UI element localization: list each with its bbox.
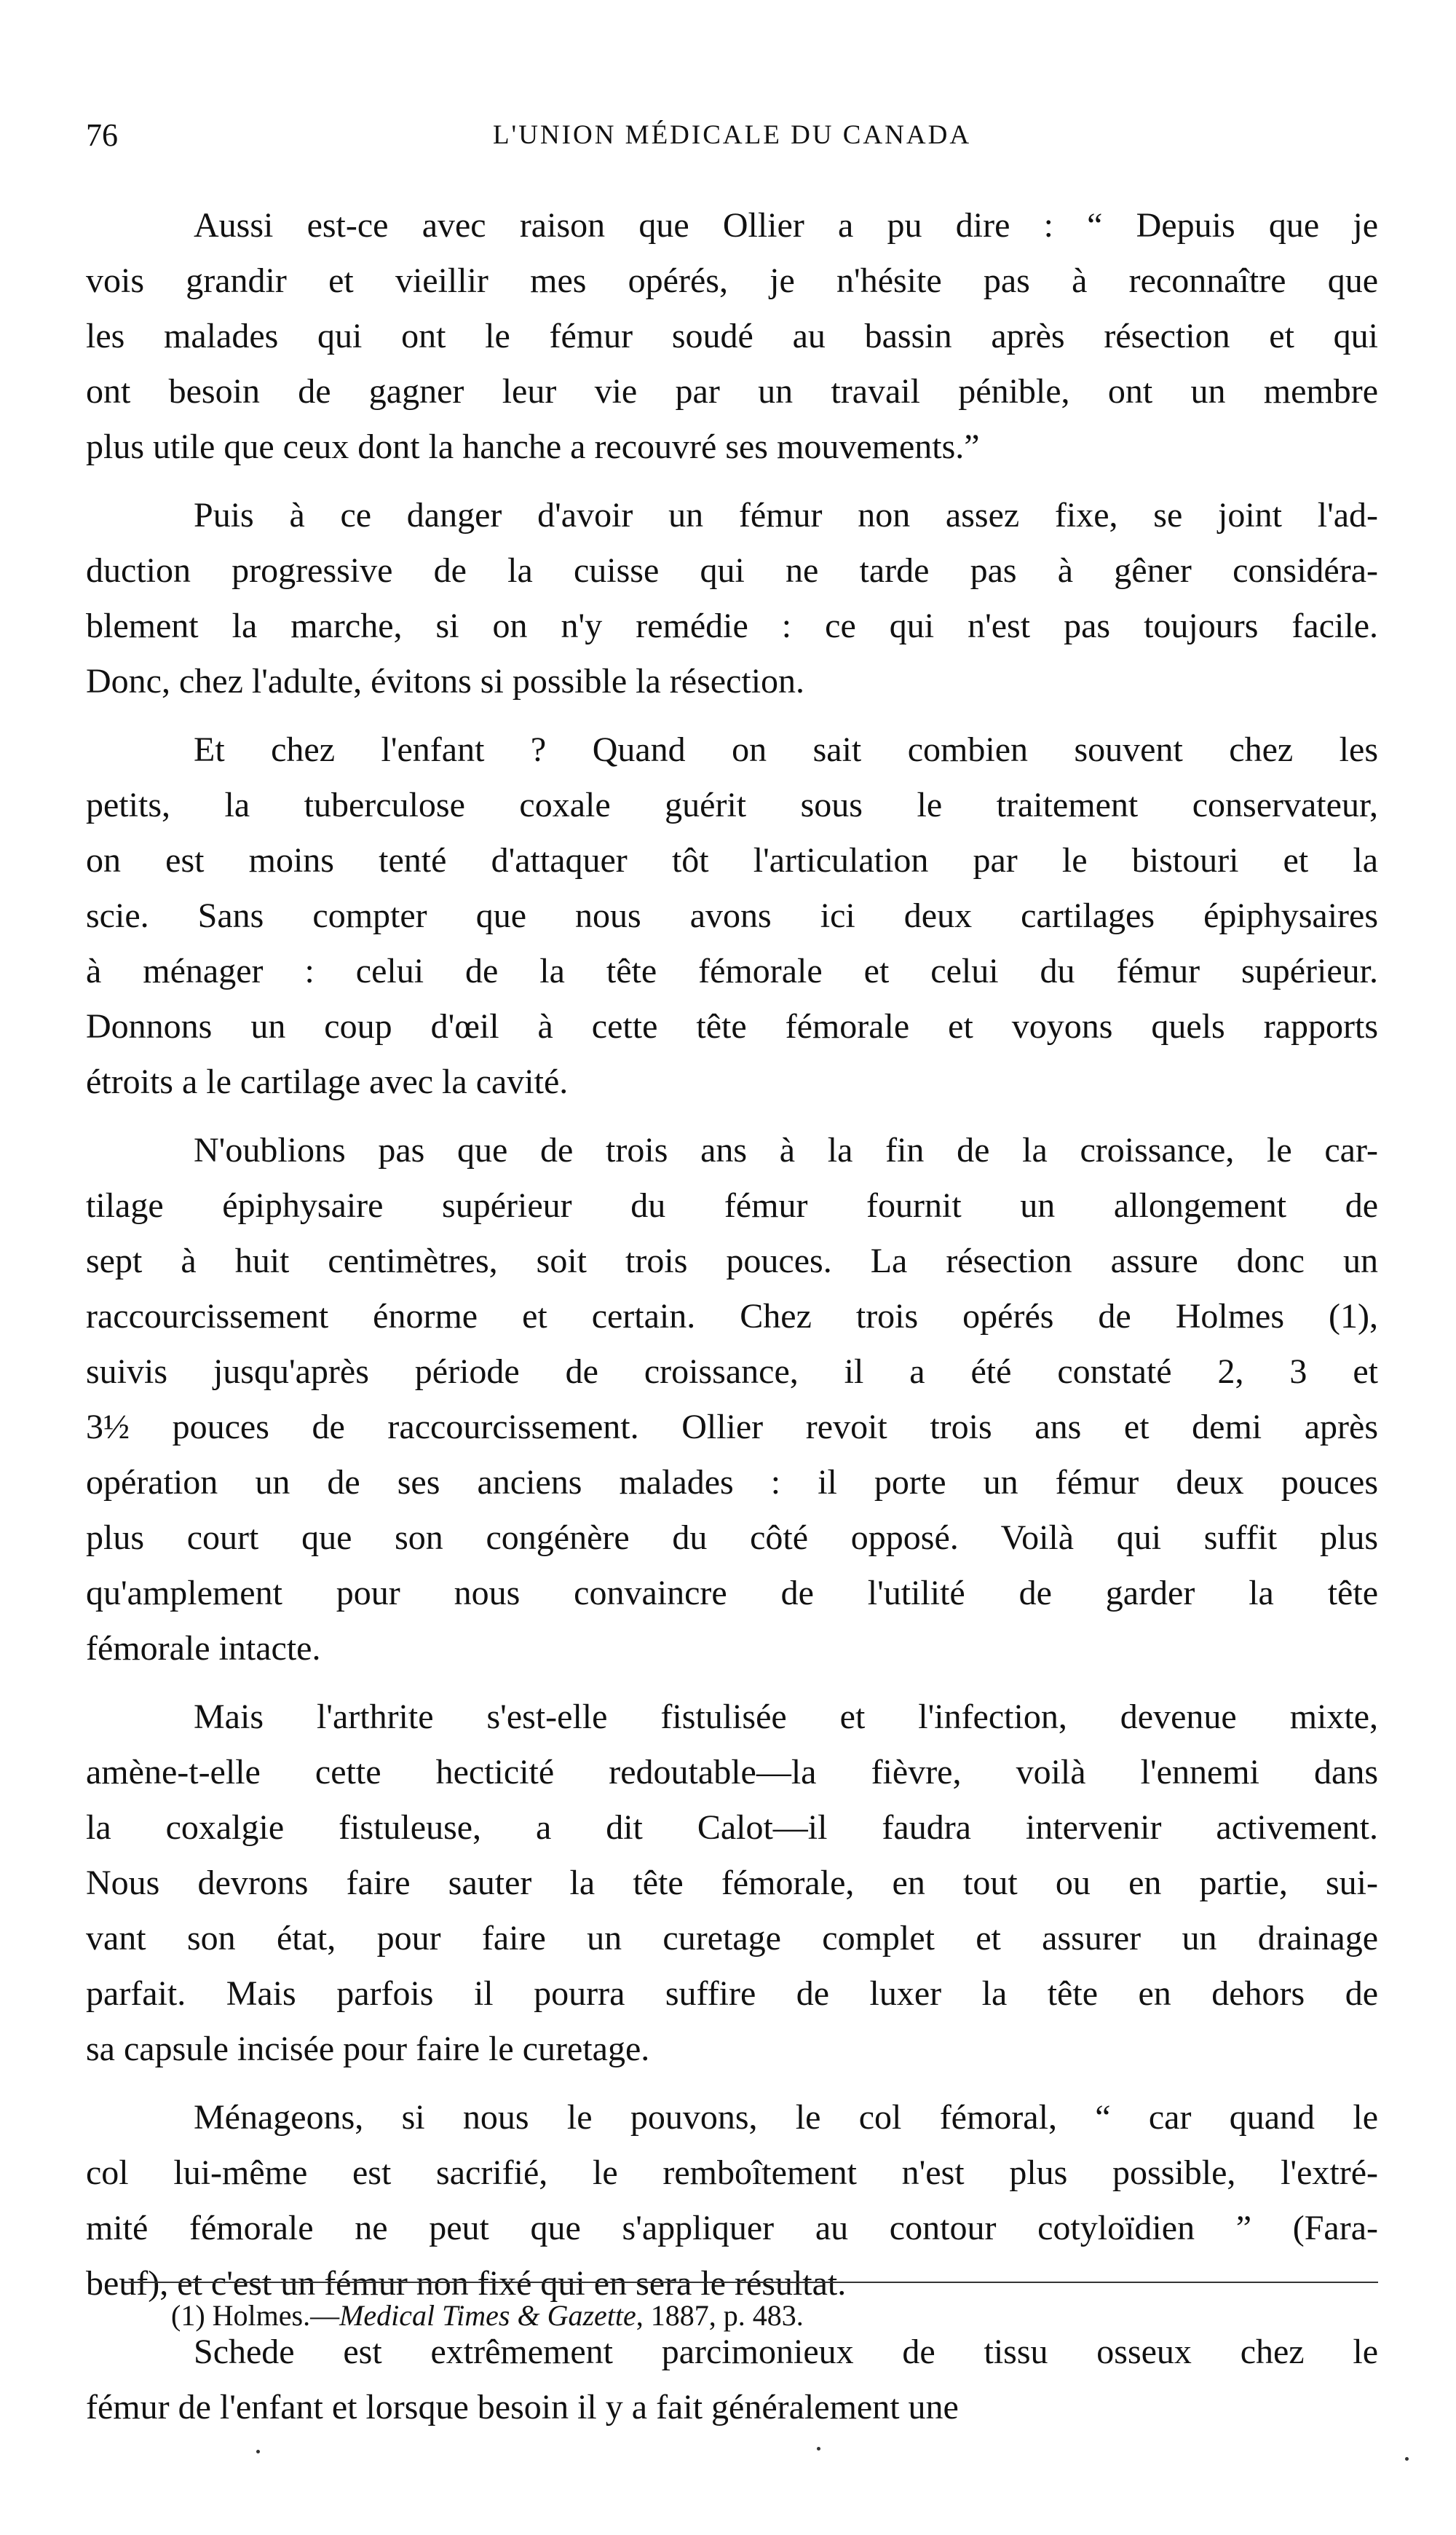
text-line: qu'amplement pour nous convaincre de l'utilité de garder la tête [86, 1574, 1378, 1612]
paragraph [86, 722, 1378, 1110]
paragraph-gap [86, 1110, 1378, 1123]
body-text [86, 198, 1378, 2435]
text-line: ont besoin de gagner leur vie par un travail pénible, ont un membre [86, 372, 1378, 411]
text-line: plus court que son congénère du côté opposé. Voilà qui suffit plus [86, 1518, 1378, 1557]
paragraph [86, 198, 1378, 475]
text-line: vant son état, pour faire un curetage complet et assurer un drainage [86, 1919, 1378, 1958]
text-line: Donc, chez l'adulte, évitons si possible la résection. [86, 662, 805, 701]
paragraph-gap [86, 709, 1378, 722]
text-line: Puis à ce danger d'avoir un fémur non assez fixe, se joint l'ad- [194, 496, 1378, 535]
text-line: on est moins tenté d'attaquer tôt l'articulation par le bistouri et la [86, 841, 1378, 880]
text-line: la coxalgie fistuleuse, a dit Calot—il faudra intervenir activement. [86, 1808, 1378, 1847]
text-line: vois grandir et vieillir mes opérés, je n'hésite pas à reconnaître que [86, 261, 1378, 300]
paragraph-gap [86, 2077, 1378, 2090]
text-line: tilage épiphysaire supérieur du fémur fournit un allongement de [86, 1186, 1378, 1225]
text-line: mité fémorale ne peut que s'appliquer au contour cotyloïdien ” (Fara- [86, 2209, 1378, 2247]
text-line: beuf), et c'est un fémur non fixé qui en sera le résultat. [86, 2264, 847, 2303]
footnote-journal: Medical Times & Gazette [339, 2299, 636, 2332]
paragraph [86, 488, 1378, 709]
paragraph [86, 2090, 1378, 2311]
text-line: Nous devrons faire sauter la tête fémorale, en tout ou en partie, sui- [86, 1864, 1378, 1902]
page-number: 76 [86, 117, 118, 153]
text-line: plus utile que ceux dont la hanche a recouvré ses mouvements.” [86, 427, 980, 466]
text-line: suivis jusqu'après période de croissance, il a été constaté 2, 3 et [86, 1352, 1378, 1391]
text-line: fémorale intacte. [86, 1629, 321, 1668]
text-line: sa capsule incisée pour faire le curetage. [86, 2030, 650, 2068]
running-title: L'UNION MÉDICALE DU CANADA [492, 120, 972, 150]
text-line: 3½ pouces de raccourcissement. Ollier revoit trois ans et demi après [86, 1408, 1378, 1446]
text-line: sept à huit centimètres, soit trois pouces. La résection assure donc un [86, 1242, 1378, 1280]
page-header [86, 117, 1378, 160]
text-line: étroits a le cartilage avec la cavité. [86, 1063, 569, 1101]
text-line: Schede est extrêmement parcimonieux de tissu osseux chez le [194, 2333, 1378, 2371]
paragraph-gap [86, 475, 1378, 488]
text-line: blement la marche, si on n'y remédie : ce qui n'est pas toujours facile. [86, 607, 1378, 645]
footnote [171, 2295, 1336, 2336]
text-line: amène-t-elle cette hecticité redoutable—la fièvre, voilà l'ennemi dans [86, 1753, 1378, 1791]
footnote-rule [124, 2282, 1378, 2283]
footnote-marker: (1) [171, 2299, 205, 2332]
text-line: duction progressive de la cuisse qui ne tarde pas à gêner considéra- [86, 551, 1378, 590]
paragraph-gap [86, 1676, 1378, 1690]
paragraph [86, 1690, 1378, 2077]
text-line: parfait. Mais parfois il pourra suffire de luxer la tête en dehors de [86, 1974, 1378, 2013]
footnote-author: Holmes.— [212, 2299, 340, 2332]
text-line: à ménager : celui de la tête fémorale et celui du fémur supérieur. [86, 952, 1378, 990]
text-line: N'oublions pas que de trois ans à la fin de la croissance, le car- [194, 1131, 1378, 1170]
text-line: opération un de ses anciens malades : il porte un fémur deux pouces [86, 1463, 1378, 1502]
text-line: petits, la tuberculose coxale guérit sous le traitement conservateur, [86, 786, 1378, 824]
footnote-details: , 1887, p. 483. [636, 2299, 804, 2332]
text-line: Et chez l'enfant ? Quand on sait combien souvent chez les [194, 730, 1378, 769]
scan-specks [0, 2447, 1456, 2476]
paragraph [86, 2325, 1378, 2435]
text-line: raccourcissement énorme et certain. Chez trois opérés de Holmes (1), [86, 1297, 1378, 1336]
text-line: Mais l'arthrite s'est-elle fistulisée et l'infection, devenue mixte, [194, 1698, 1378, 1736]
text-line: fémur de l'enfant et lorsque besoin il y a fait généralement une [86, 2388, 959, 2426]
text-line: Aussi est-ce avec raison que Ollier a pu dire : “ Depuis que je [194, 206, 1378, 245]
text-line: les malades qui ont le fémur soudé au bassin après résection et qui [86, 317, 1378, 355]
text-line: Donnons un coup d'œil à cette tête fémorale et voyons quels rapports [86, 1007, 1378, 1046]
text-line: Ménageons, si nous le pouvons, le col fémoral, “ car quand le [194, 2098, 1378, 2137]
paragraph [86, 1123, 1378, 1676]
text-line: scie. Sans compter que nous avons ici deux cartilages épiphysaires [86, 896, 1378, 935]
text-line: col lui-même est sacrifié, le remboîtement n'est plus possible, l'extré- [86, 2153, 1378, 2192]
